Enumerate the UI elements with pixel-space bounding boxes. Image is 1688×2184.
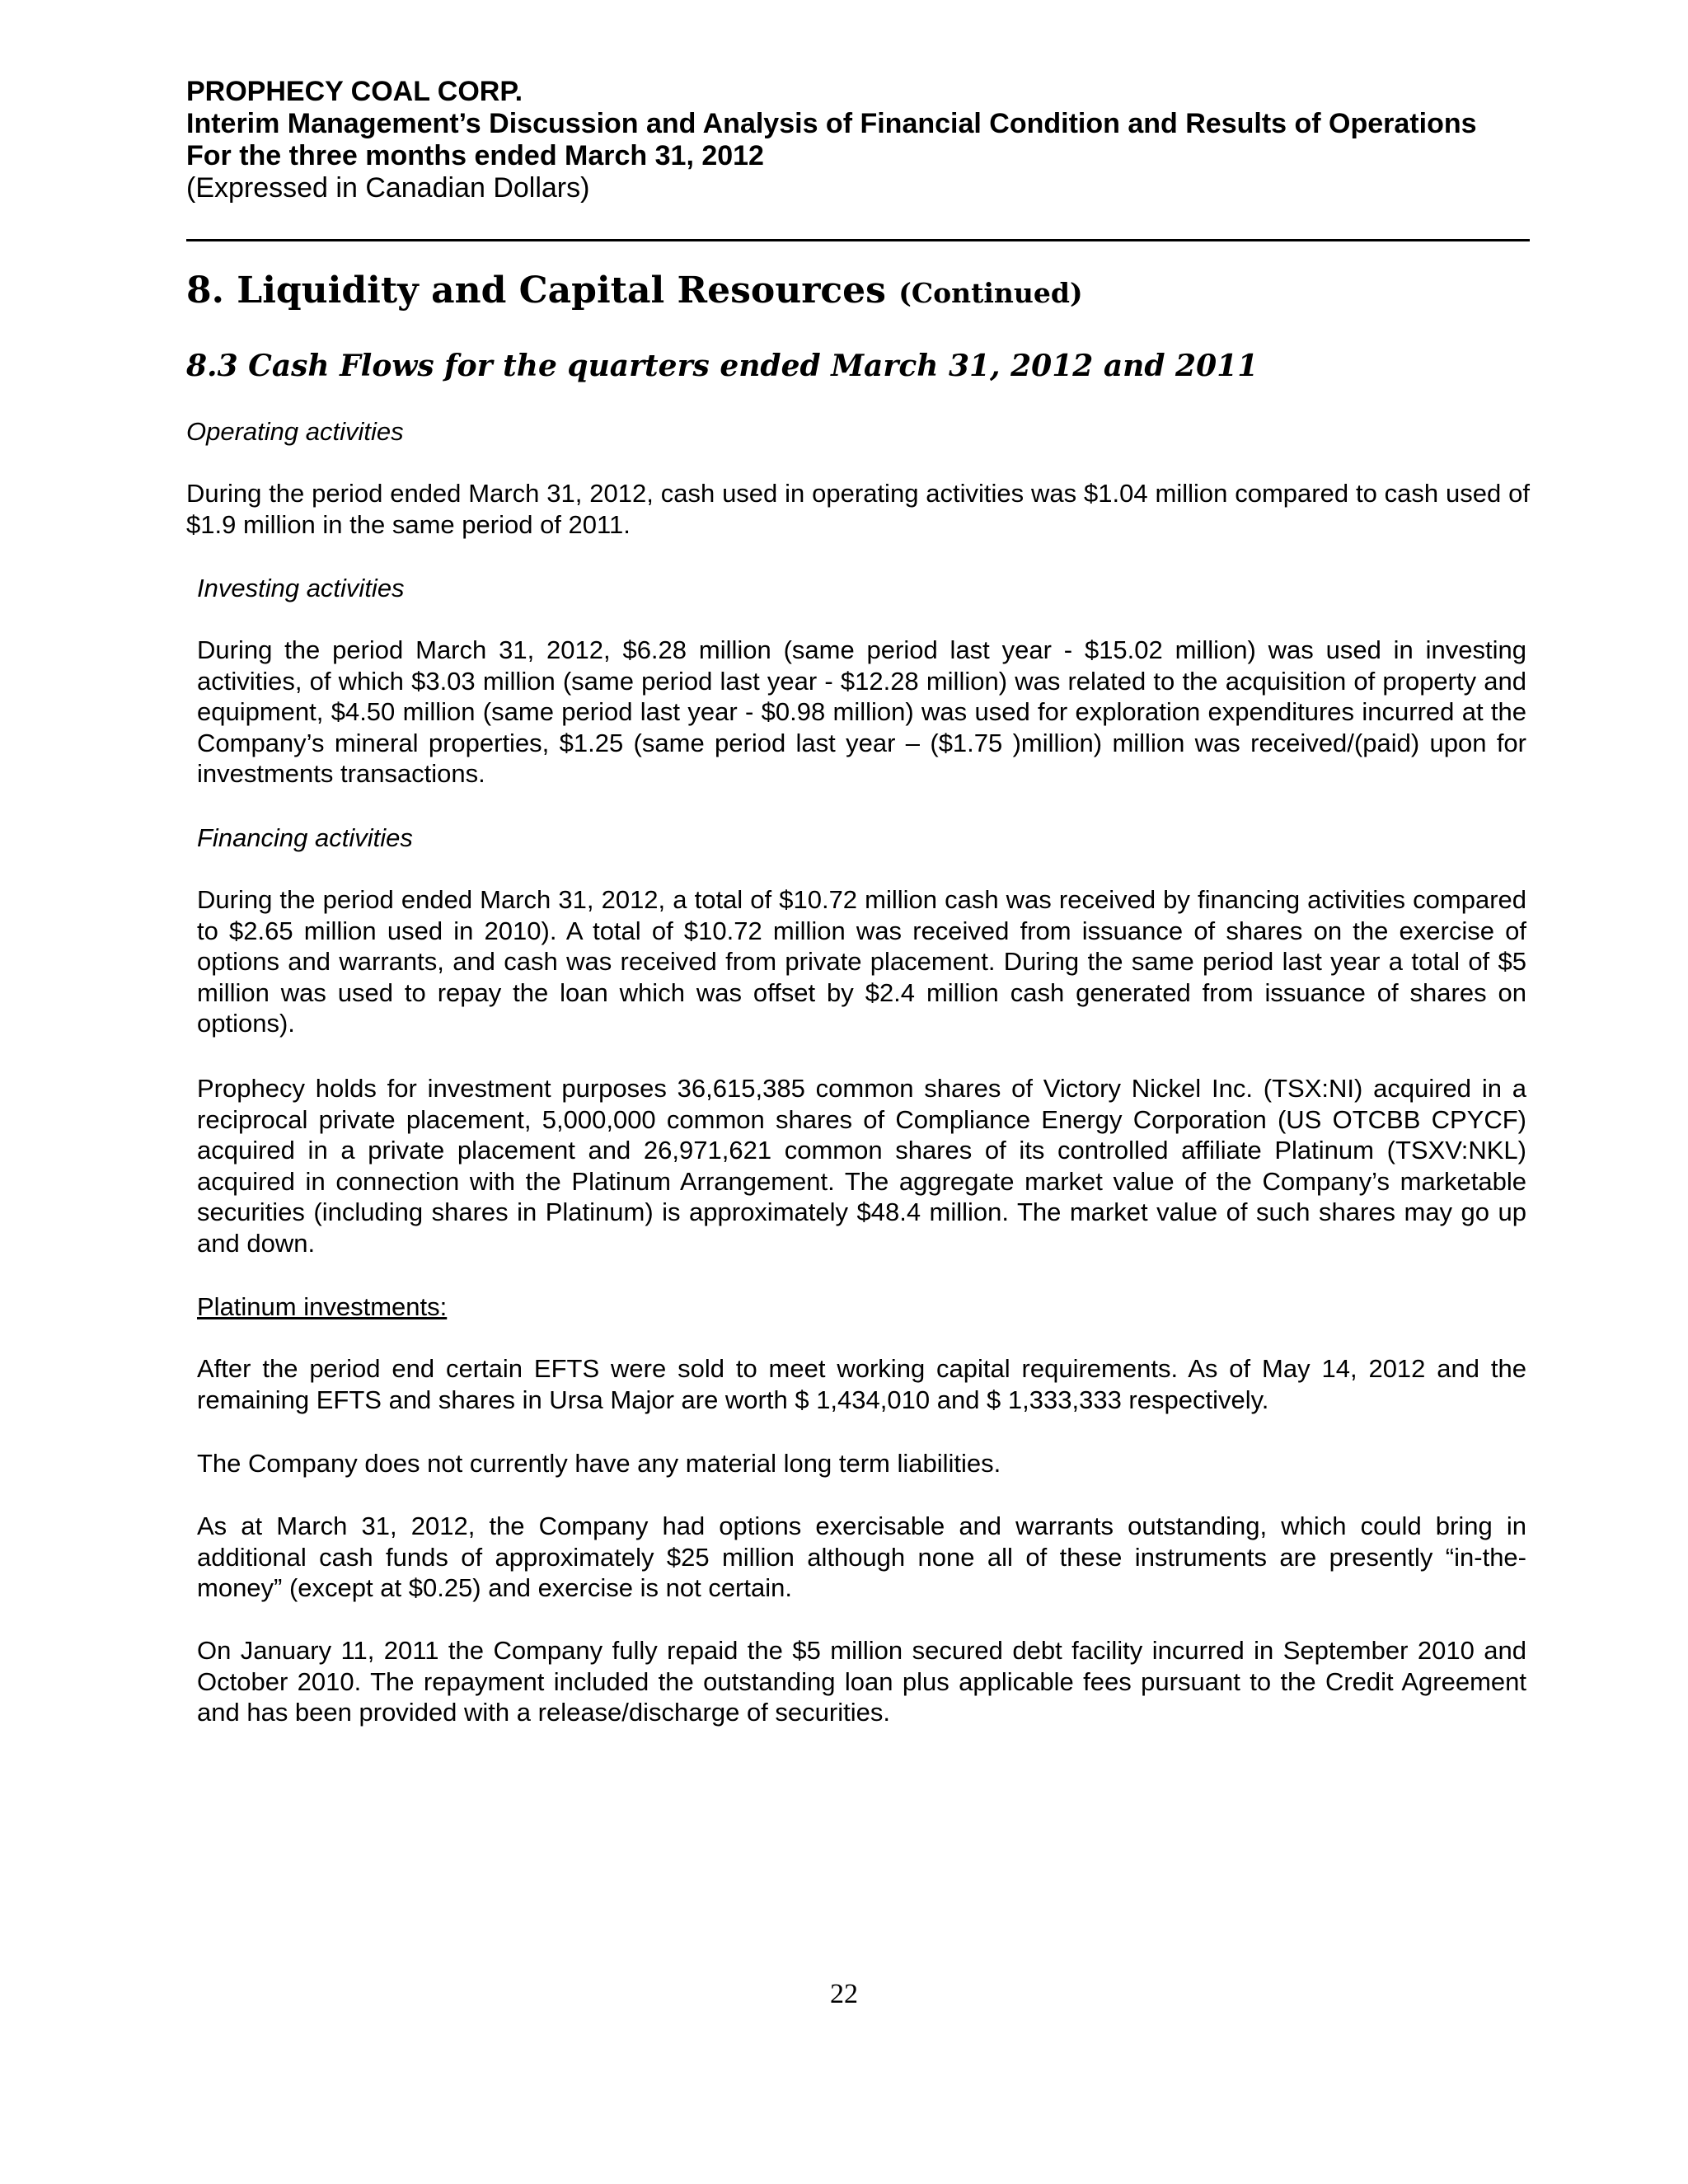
operating-activities-paragraph: During the period ended March 31, 2012, cash used in operating activities was $1.04 million compared to cash used of $1.9 million in the same period of 2011. xyxy=(186,479,1530,539)
platinum-investments-paragraph: After the period end certain EFTS were sold to meet working capital requirements. As of May 14, 2012 and the remaining EFTS and shares in Ursa Major are worth $ 1,434,010 and $ 1,333,333 respectively. xyxy=(197,1354,1526,1414)
report-period: For the three months ended March 31, 2012 xyxy=(186,140,764,171)
section-heading xyxy=(186,268,1083,316)
page-number: 22 xyxy=(830,1979,858,2009)
financing-activities-paragraph: During the period ended March 31, 2012, a total of $10.72 million cash was received by financing activities compared to $2.65 million used in 2010). A total of $10.72 million was received from issuance of shares on the exercise of options and warrants, and cash was received from private placement. During the same period last year a total of $5 million was used to repay the loan which was offset by $2.4 million cash generated from issuance of shares on options). xyxy=(197,885,1526,1038)
liabilities-paragraph: The Company does not currently have any material long term liabilities. xyxy=(197,1449,1001,1478)
investment-holdings-paragraph: Prophecy holds for investment purposes 36,615,385 common shares of Victory Nickel Inc. (TSX:NI) acquired in a reciprocal private placement, 5,000,000 common shares of Compliance Energy Corporation (US OTCBB CPYCF) acquired in a private placement and 26,971,621 common shares of its controlled affiliate Platinum (TSXV:NKL) acquired in connection with the Platinum Arrangement. The aggregate market value of the Company’s marketable securities (including shares in Platinum) is approximately $48.4 million. The market value of such shares may go up and down. xyxy=(197,1074,1526,1258)
platinum-investments-heading: Platinum investments: xyxy=(197,1292,448,1321)
company-name: PROPHECY COAL CORP. xyxy=(186,76,523,107)
operating-activities-heading: Operating activities xyxy=(186,417,404,446)
investing-activities-heading: Investing activities xyxy=(197,574,405,602)
financing-activities-heading: Financing activities xyxy=(197,823,413,852)
document-header xyxy=(186,76,1530,204)
investing-activities-paragraph: During the period March 31, 2012, $6.28 million (same period last year - $15.02 million) was used in investing activities, of which $3.03 million (same period last year - $12.28 million) was related to the acquisition of property and equipment, $4.50 million (same period last year - $0.98 million) was used for exploration expenditures incurred at the Company’s mineral properties, $1.25 (same period last year – ($1.75 )million) million was received/(paid) upon for investments transactions. xyxy=(197,635,1526,788)
debt-repayment-paragraph: On January 11, 2011 the Company fully repaid the $5 million secured debt facility incurred in September 2010 and October 2010. The repayment included the outstanding loan plus applicable fees pursuant to the Credit Agreement and has been provided with a release/discharge of securities. xyxy=(197,1636,1526,1727)
currency-note: (Expressed in Canadian Dollars) xyxy=(186,172,590,204)
options-warrants-paragraph: As at March 31, 2012, the Company had options exercisable and warrants outstanding, which could bring in additional cash funds of approximately $25 million although none all of these instruments are presently “in-the-money” (except at $0.25) and exercise is not certain. xyxy=(197,1511,1526,1602)
header-divider xyxy=(186,239,1530,241)
section-continued-label: (Continued) xyxy=(898,277,1083,309)
section-title-text: 8. Liquidity and Capital Resources xyxy=(186,269,886,312)
report-title: Interim Management’s Discussion and Analysis of Financial Condition and Results of Operations xyxy=(186,108,1477,139)
subsection-heading: 8.3 Cash Flows for the quarters ended March 31, 2012 and 2011 xyxy=(186,349,1259,383)
